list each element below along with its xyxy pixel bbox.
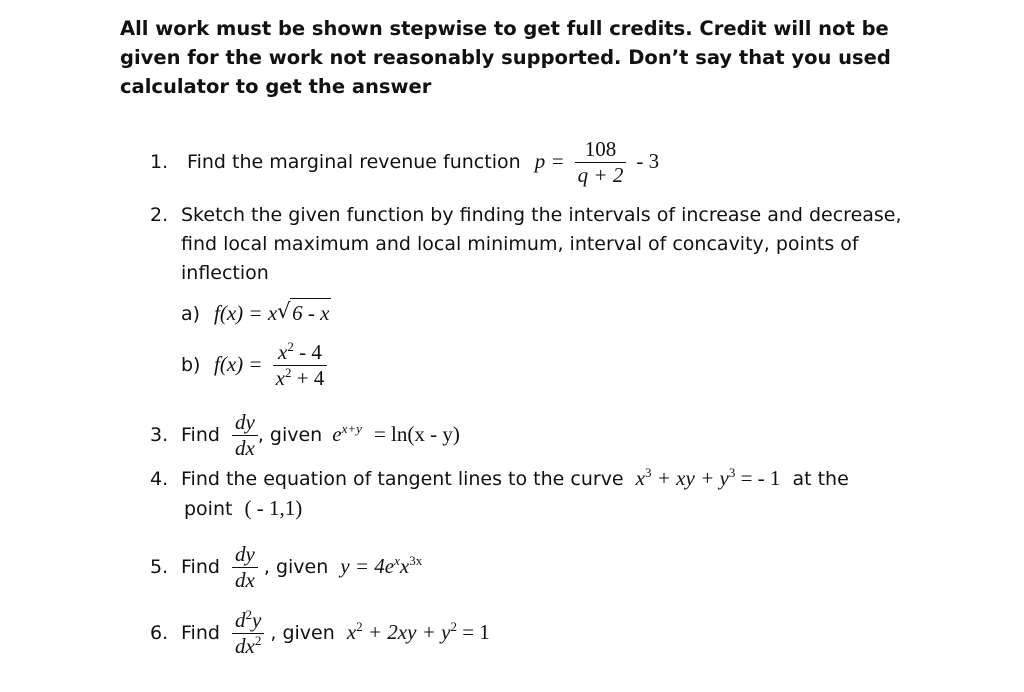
equation-rhs: = 1 <box>456 620 490 644</box>
equation-exponent-2: 2 <box>450 619 457 634</box>
numerator-tail: - 4 <box>293 340 322 364</box>
square-root <box>277 298 331 327</box>
question-3 <box>150 411 460 460</box>
denominator-dx: dx <box>234 634 255 658</box>
equation-lhs: f(x) = <box>214 352 263 376</box>
question-text-tail: at the <box>792 468 849 490</box>
question-number: 1. <box>150 151 169 173</box>
question-text: Find the equation of tangent lines to the curve <box>181 468 624 490</box>
fraction-numerator: dy <box>232 543 258 568</box>
question-6 <box>150 609 490 658</box>
denominator-exponent: 2 <box>284 365 292 380</box>
equation-term-2: + 2xy + y <box>362 620 451 644</box>
fraction-denominator <box>273 366 328 390</box>
equation-rhs: = ln(x - y) <box>373 422 460 446</box>
instructions-paragraph: All work must be shown stepwise to get full credits. Credit will not be given for the work not reasonably supported. Don’t say that you used calculator to get the answer <box>120 17 891 98</box>
question-2 <box>150 201 902 229</box>
fraction <box>575 138 627 187</box>
question-number: 3. <box>150 424 169 446</box>
fraction-numerator <box>273 341 328 366</box>
denominator-tail: + 4 <box>291 366 325 390</box>
question-number: 2. <box>150 204 169 226</box>
fraction-denominator <box>232 634 264 658</box>
curve-exponent-1: 3 <box>645 465 652 480</box>
question-1 <box>150 138 659 187</box>
question-text: Find the marginal revenue function <box>187 151 521 173</box>
curve-term-1: x <box>635 466 645 490</box>
curve-rhs: = - 1 <box>735 466 781 490</box>
find-word: Find <box>181 424 220 446</box>
question-number: 5. <box>150 556 169 578</box>
question-2-line-3: inflection <box>181 262 269 284</box>
question-number: 4. <box>150 468 169 490</box>
equation-lhs: f(x) = x <box>214 301 278 325</box>
equation-term-2: x <box>399 554 410 578</box>
fraction <box>273 341 328 390</box>
point-word: point <box>184 498 233 520</box>
fraction-numerator: 108 <box>575 138 627 163</box>
question-2-part-a <box>181 298 331 328</box>
part-label: b) <box>181 354 201 376</box>
fraction-numerator: dy <box>232 411 258 436</box>
equation-term-1: y = 4e <box>340 554 395 578</box>
exponent: x+y <box>341 421 362 436</box>
denominator-base: x <box>275 366 285 390</box>
question-2-part-b <box>181 341 327 390</box>
question-5 <box>150 543 422 592</box>
equation-exponent-1: 2 <box>356 619 363 634</box>
find-word: Find <box>181 556 220 578</box>
equation-lhs: p = <box>534 149 565 173</box>
numerator-d: d <box>234 608 246 632</box>
question-4-line-2 <box>184 494 302 523</box>
fraction-denominator: dx <box>234 436 255 460</box>
equation-tail: - 3 <box>636 149 660 173</box>
fraction-denominator: dx <box>234 568 255 592</box>
exponential-base: e <box>332 422 342 446</box>
given-word: , given <box>257 424 323 446</box>
part-label: a) <box>181 303 201 325</box>
curve-term-2: + xy + y <box>651 466 729 490</box>
curve-exponent-2: 3 <box>728 465 736 480</box>
numerator-exponent: 2 <box>245 607 252 622</box>
radicand: 6 - x <box>290 298 331 327</box>
numerator-base: x <box>278 340 288 364</box>
given-word: , given <box>270 622 335 644</box>
numerator-exponent: 2 <box>287 339 294 354</box>
equation-term-1: x <box>346 620 357 644</box>
fraction-denominator: q + 2 <box>577 163 624 187</box>
second-derivative-fraction <box>232 609 264 658</box>
denominator-exponent: 2 <box>254 633 262 648</box>
fraction-numerator <box>232 609 264 634</box>
question-2-line-2: find local maximum and local minimum, interval of concavity, points of <box>181 233 859 255</box>
question-number: 6. <box>150 622 169 644</box>
derivative-fraction <box>232 411 258 460</box>
numerator-y: y <box>251 608 262 632</box>
given-word: , given <box>263 556 329 578</box>
find-word: Find <box>181 622 220 644</box>
equation-exponent-1: x <box>394 553 400 568</box>
point-coordinates: ( - 1,1) <box>244 496 303 520</box>
equation-exponent-2: 3x <box>409 553 423 568</box>
question-text-line-1: Sketch the given function by finding the intervals of increase and decrease, <box>181 204 902 226</box>
derivative-fraction <box>232 543 258 592</box>
question-4 <box>150 464 849 493</box>
